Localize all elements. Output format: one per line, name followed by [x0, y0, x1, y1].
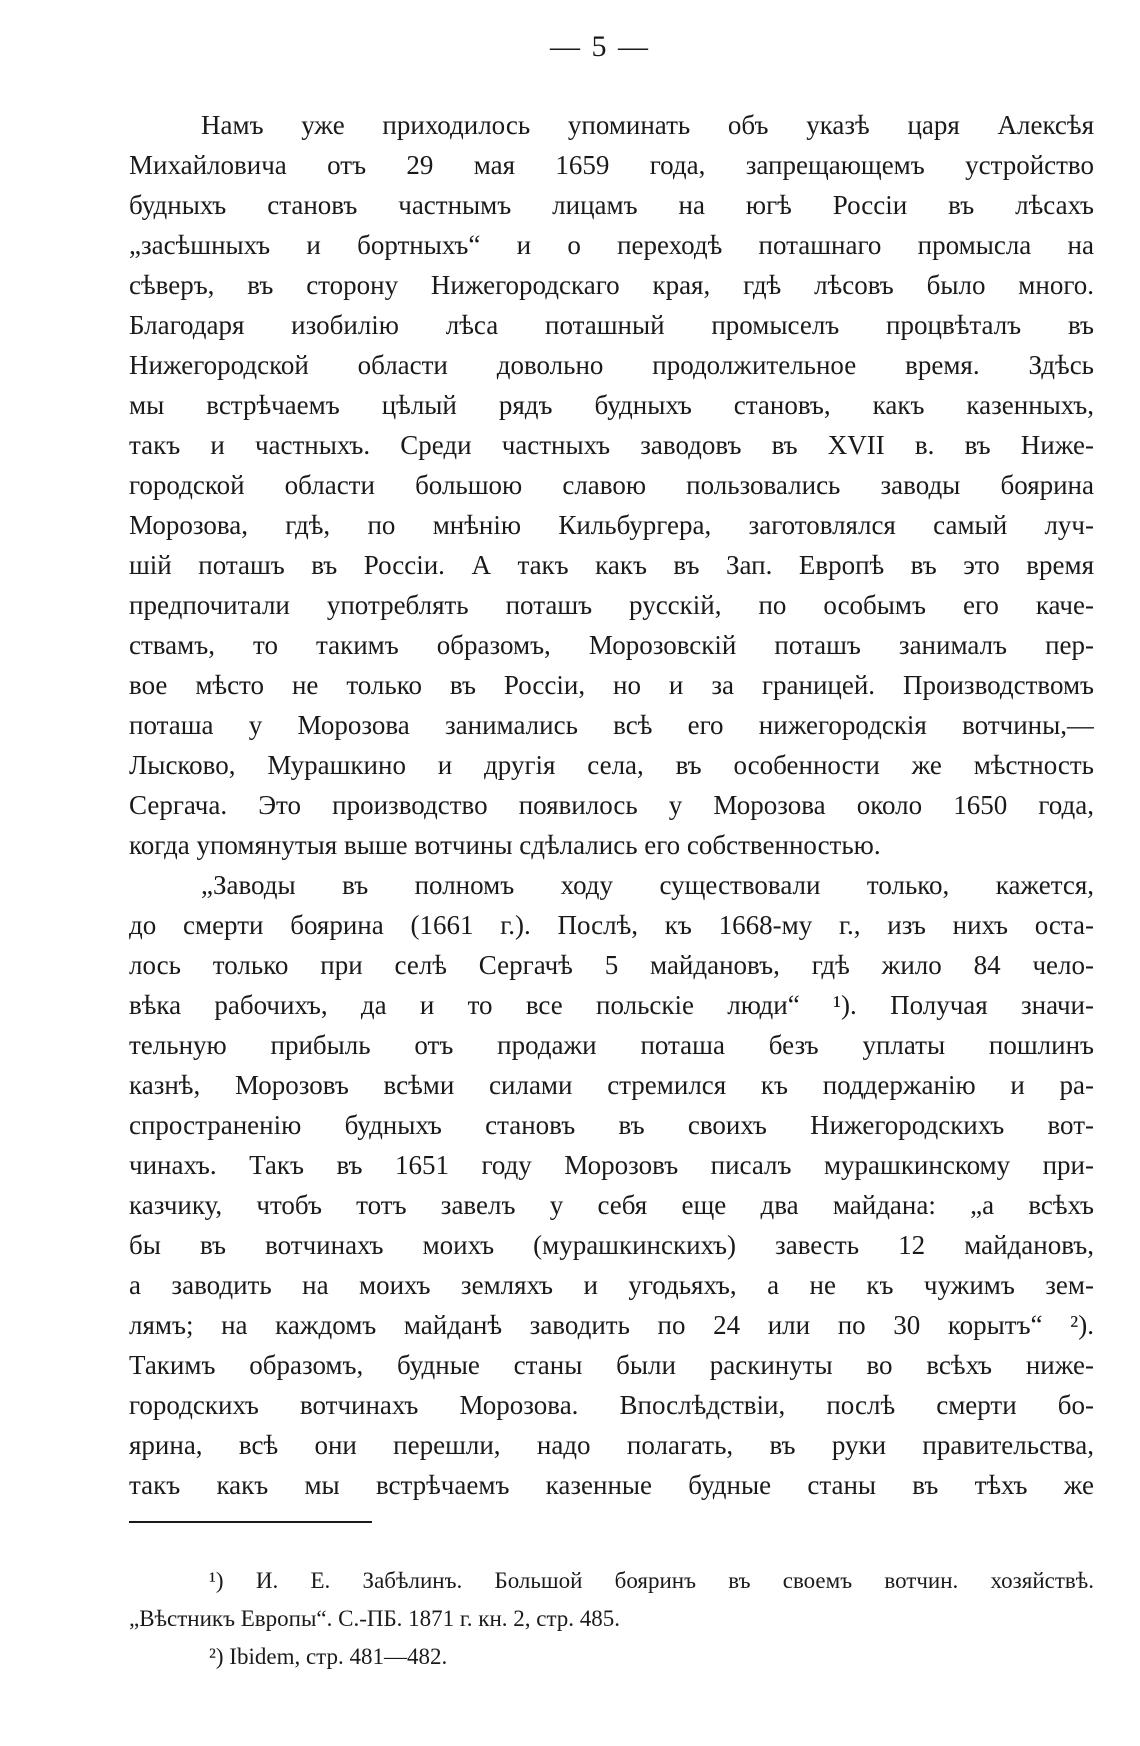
text-line: Такимъ образомъ, будные станы были раскинуты во всѣхъ ниже- — [129, 1350, 1094, 1380]
text-line: лось только при селѣ Сергачѣ 5 майдановъ, гдѣ жило 84 чело- — [129, 950, 1094, 980]
text-line: сѣверъ, въ сторону Нижегородскаго края, гдѣ лѣсовъ было много. — [129, 270, 1094, 300]
text-line: „засѣшныхъ и бортныхъ“ и о переходѣ поташнаго промысла на — [129, 230, 1094, 260]
text-line: тельную прибыль отъ продажи поташа безъ уплаты пошлинъ — [129, 1030, 1094, 1060]
text-line: Лысково, Мурашкино и другія села, въ особенности же мѣстность — [129, 750, 1094, 780]
text-line: Благодаря изобилію лѣса поташный промыселъ процвѣталъ въ — [129, 310, 1094, 340]
text-line: „Заводы въ полномъ ходу существовали только, кажется, — [201, 870, 1094, 900]
footnotes — [129, 1562, 1094, 1676]
footnote-rule — [129, 1521, 372, 1523]
text-line: такъ какъ мы встрѣчаемъ казенные будные станы въ тѣхъ же — [129, 1470, 1094, 1500]
text-line: такъ и частныхъ. Среди частныхъ заводовъ въ XVII в. въ Ниже- — [129, 430, 1094, 460]
text-line: чинахъ. Такъ въ 1651 году Морозовъ писалъ мурашкинскому при- — [129, 1150, 1094, 1180]
text-line: казчику, чтобъ тотъ завелъ у себя еще два майдана: „а всѣхъ — [129, 1190, 1094, 1220]
text-line: бы въ вотчинахъ моихъ (мурашкинскихъ) завесть 12 майдановъ, — [129, 1230, 1094, 1260]
text-line: мы встрѣчаемъ цѣлый рядъ будныхъ становъ, какъ казенныхъ, — [129, 390, 1094, 420]
text-line: вое мѣсто не только въ Россіи, но и за границей. Производствомъ — [129, 670, 1094, 700]
text-line: ствамъ, то такимъ образомъ, Морозовскій поташъ занималъ пер- — [129, 630, 1094, 660]
text-line: когда упомянутыя выше вотчины сдѣлались его собственностью. — [129, 830, 881, 860]
text-line: а заводить на моихъ земляхъ и угодьяхъ, а не къ чужимъ зем- — [129, 1270, 1094, 1300]
text-line: будныхъ становъ частнымъ лицамъ на югѣ Россіи въ лѣсахъ — [129, 190, 1094, 220]
footnote: ¹) И. Е. Забѣлинъ. Большой бояринъ въ своемъ вотчин. хозяйствѣ. — [209, 1568, 1094, 1593]
text-line: поташа у Морозова занимались всѣ его нижегородскія вотчины,— — [129, 710, 1094, 740]
text-line: шій поташъ въ Россіи. А такъ какъ въ Зап. Европѣ въ это время — [129, 550, 1094, 580]
text-line: предпочитали употреблять поташъ русскій, по особымъ его каче- — [129, 590, 1094, 620]
page-number: — 5 — — [550, 30, 650, 63]
text-line: до смерти боярина (1661 г.). Послѣ, къ 1668-му г., изъ нихъ оста- — [129, 910, 1094, 940]
text-line: лямъ; на каждомъ майданѣ заводить по 24 или по 30 корытъ“ ²). — [129, 1310, 1094, 1340]
footnote: ²) Ibidem, стр. 481—482. — [209, 1644, 448, 1669]
text-line: городской области большою славою пользовались заводы боярина — [129, 470, 1094, 500]
text-line: Нижегородской области довольно продолжительное время. Здѣсь — [129, 350, 1094, 380]
text-line: Сергача. Это производство появилось у Морозова около 1650 года, — [129, 790, 1094, 820]
text-line: Михайловича отъ 29 мая 1659 года, запрещающемъ устройство — [129, 150, 1094, 180]
text-line: спространенію будныхъ становъ въ своихъ Нижегородскихъ вот- — [129, 1110, 1094, 1140]
text-line: ярина, всѣ они перешли, надо полагать, въ руки правительства, — [129, 1430, 1094, 1460]
text-line: Намъ уже приходилось упоминать объ указѣ царя Алексѣя — [201, 110, 1094, 140]
text-line: казнѣ, Морозовъ всѣми силами стремился къ поддержанію и ра- — [129, 1070, 1094, 1100]
body-text — [129, 105, 1094, 1505]
text-line: городскихъ вотчинахъ Морозова. Впослѣдствіи, послѣ смерти бо- — [129, 1390, 1094, 1420]
text-line: Морозова, гдѣ, по мнѣнію Кильбургера, заготовлялся самый луч- — [129, 510, 1094, 540]
text-line: вѣка рабочихъ, да и то все польскіе люди“ ¹). Получая значи- — [129, 990, 1094, 1020]
footnote-continuation: „Вѣстникъ Европы“. С.-ПБ. 1871 г. кн. 2, стр. 485. — [129, 1606, 621, 1631]
